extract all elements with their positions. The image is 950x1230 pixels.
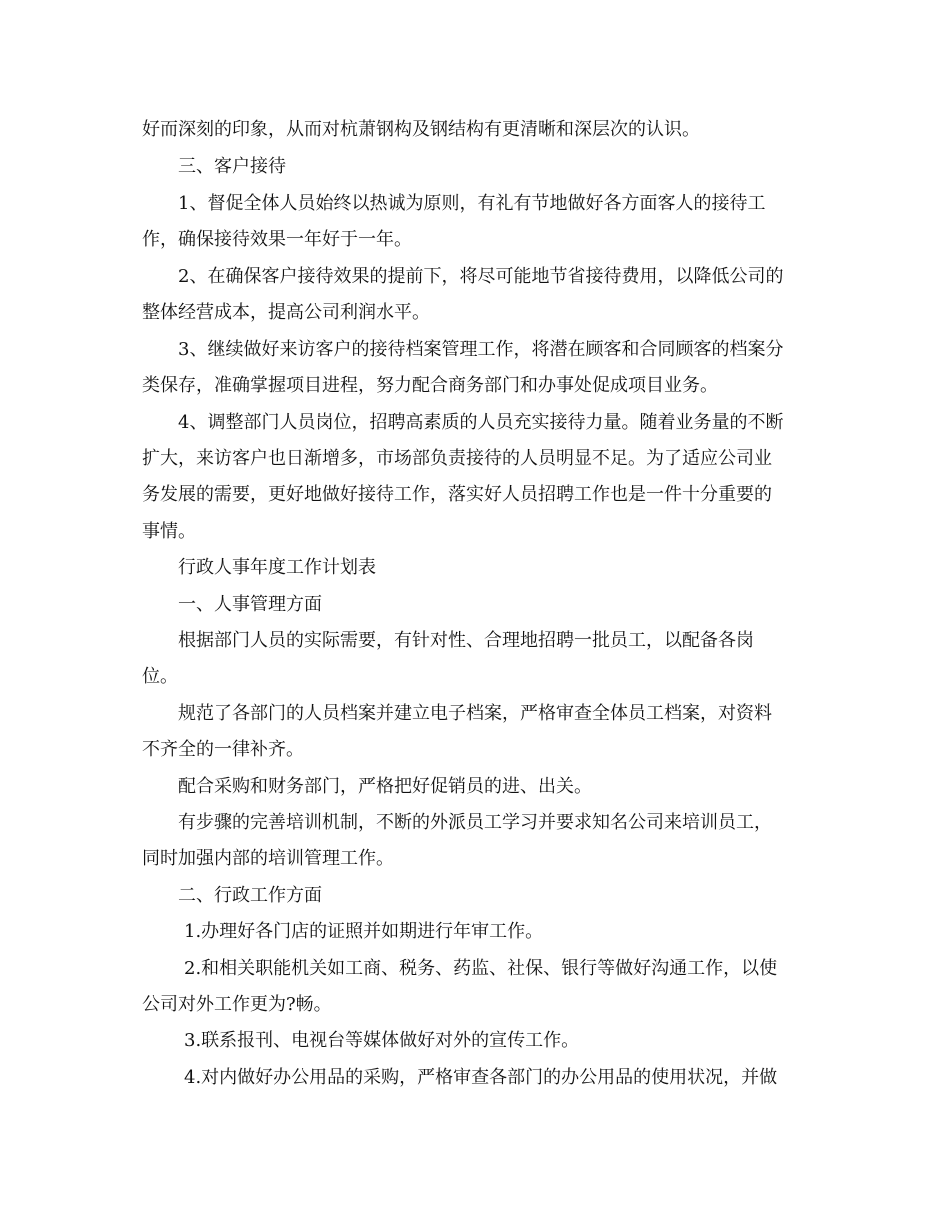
text-line: 同时加强内部的培训管理工作。 [142,848,394,869]
text-line: 类保存，准确掌握项目进程，努力配合商务部门和办事处促成项目业务。 [142,375,718,396]
text-line: 作，确保接待效果一年好于一年。 [142,229,412,250]
text-line: 3、继续做好来访客户的接待档案管理工作，将潜在顾客和合同顾客的档案分 [178,339,784,360]
text-line: 1.办理好各门店的证照并如期进行年审工作。 [184,921,544,942]
text-line: 配合采购和财务部门，严格把好促销员的进、出关。 [178,776,592,797]
text-line: 扩大，来访客户也日渐增多，市场部负责接待的人员明显不足。为了适应公司业 [142,448,772,469]
text-line: 3.联系报刊、电视台等媒体做好对外的宣传工作。 [184,1030,580,1051]
text-line: 2、在确保客户接待效果的提前下，将尽可能地节省接待费用，以降低公司的 [178,266,784,287]
section-heading: 二、行政工作方面 [178,885,322,906]
text-line: 公司对外工作更为?畅。 [142,994,332,1015]
text-line: 务发展的需要，更好地做好接待工作，落实好人员招聘工作也是一件十分重要的 [142,484,772,505]
section-heading: 三、客户接待 [178,156,286,177]
section-heading: 行政人事年度工作计划表 [178,557,376,578]
text-line: 好而深刻的印象，从而对杭萧钢构及钢结构有更清晰和深层次的认识。 [142,119,700,140]
text-line: 整体经营成本，提高公司利润水平。 [142,302,430,323]
text-line: 有步骤的完善培训机制，不断的外派员工学习并要求知名公司来培训员工， [178,812,772,833]
text-line: 2.和相关职能机关如工商、税务、药监、社保、银行等做好沟通工作，以使 [184,958,778,979]
text-line: 规范了各部门的人员档案并建立电子档案，严格审查全体员工档案，对资料 [178,703,772,724]
text-line: 4、调整部门人员岗位，招聘高素质的人员充实接待力量。随着业务量的不断 [178,412,784,433]
text-line: 根据部门人员的实际需要，有针对性、合理地招聘一批员工，以配备各岗 [178,630,754,651]
text-line: 位。 [142,666,178,687]
text-line: 事情。 [142,521,196,542]
text-line: 不齐全的一律补齐。 [142,739,304,760]
text-line: 4.对内做好办公用品的采购，严格审查各部门的办公用品的使用状况，并做 [184,1067,778,1088]
section-heading: 一、人事管理方面 [178,594,322,615]
text-line: 1、督促全体人员始终以热诚为原则，有礼有节地做好各方面客人的接待工 [178,193,766,214]
